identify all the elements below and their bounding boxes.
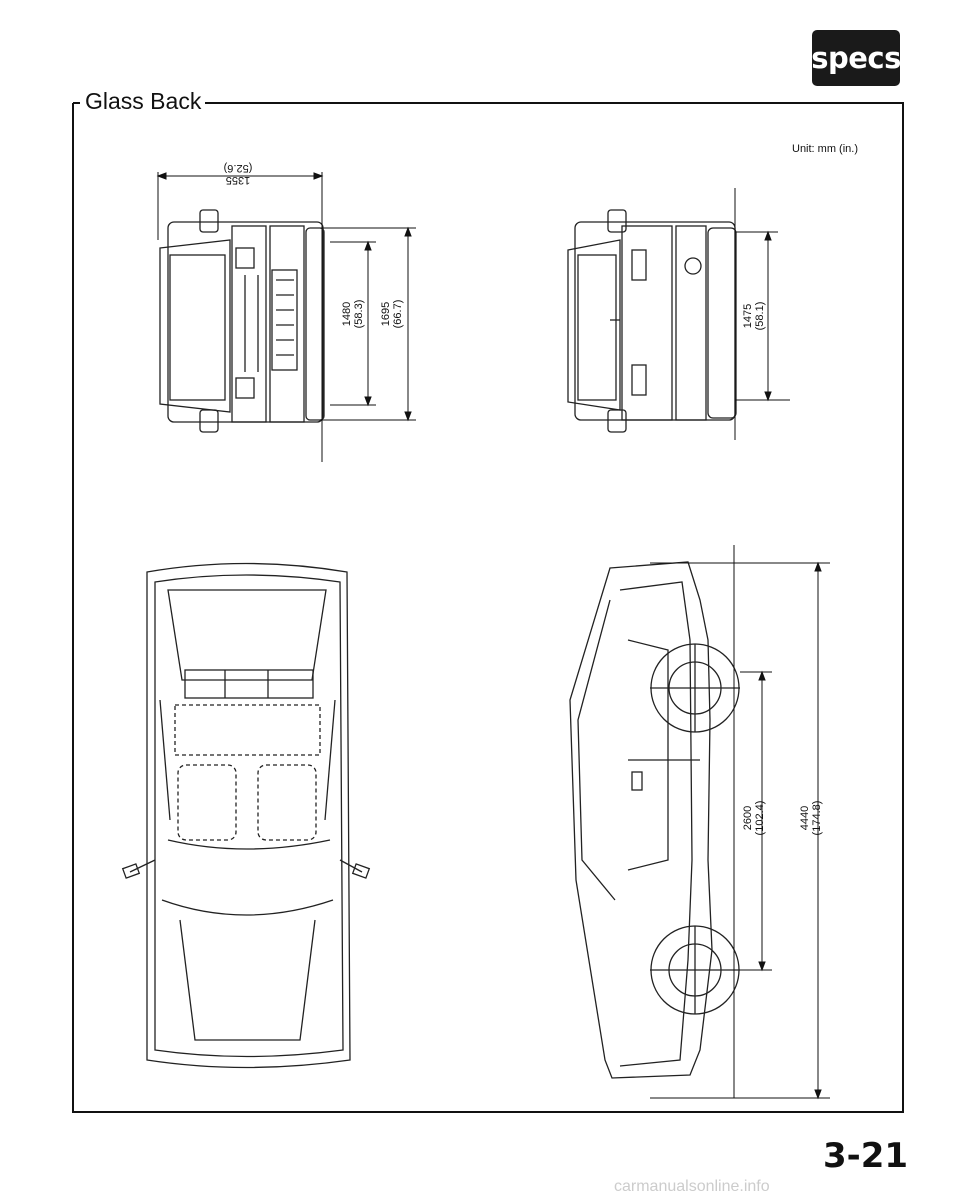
overall-length-in: (174.8) bbox=[811, 800, 823, 836]
unit-note: Unit: mm (in.) bbox=[792, 143, 858, 155]
front-height-label bbox=[341, 284, 365, 344]
overall-width-in: (66.7) bbox=[392, 299, 404, 329]
rear-track-mm: 1475 bbox=[742, 303, 754, 329]
page-number: 3-21 bbox=[823, 1136, 909, 1176]
wheelbase-mm: 2600 bbox=[742, 805, 754, 831]
rear-track-in: (58.1) bbox=[754, 301, 766, 331]
overall-width-label bbox=[380, 284, 404, 344]
wheelbase-label bbox=[742, 783, 766, 853]
wheelbase-in: (102.4) bbox=[754, 800, 766, 836]
front-height-in: (58.3) bbox=[353, 299, 365, 329]
front-view-dimension-lines bbox=[158, 172, 416, 462]
front-track-mm: 1355 bbox=[225, 174, 251, 186]
side-view-car bbox=[570, 562, 740, 1078]
front-height-mm: 1480 bbox=[341, 301, 353, 327]
rear-track-label bbox=[742, 286, 766, 346]
top-view-car bbox=[123, 564, 370, 1068]
overall-width-mm: 1695 bbox=[380, 301, 392, 327]
front-track-in: (52.6) bbox=[223, 162, 253, 174]
specs-badge-label: specs bbox=[811, 41, 901, 75]
overall-length-mm: 4440 bbox=[799, 805, 811, 831]
overall-length-label bbox=[799, 783, 823, 853]
section-title: Glass Back bbox=[82, 88, 204, 114]
rear-view-car bbox=[568, 210, 736, 432]
front-view-car bbox=[160, 210, 324, 432]
front-track-label bbox=[208, 162, 268, 186]
footer-watermark: carmanualsonline.info bbox=[614, 1178, 770, 1195]
